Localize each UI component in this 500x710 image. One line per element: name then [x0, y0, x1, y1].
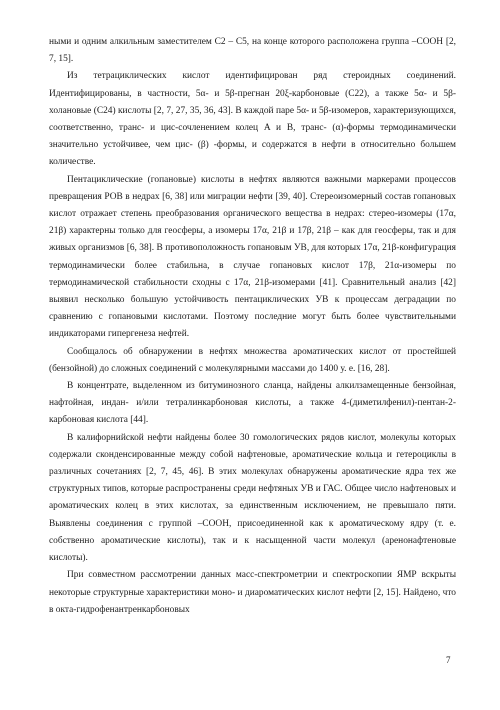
paragraph: Из тетрациклических кислот идентифицирован ряд стероидных соединений. Идентифицированы, в частности, 5α- и 5β-прегнан 20ξ-карбоновые (C22), а также 5α- и 5β-холановые (C24) кислоты [2, 7, 27, 35, 36, 43]. В каждой паре 5α- и 5β-изомеров, характеризующихся, соответственно, транс- и цис-сочленением колец A и B, транс- (α)-формы термодинамически значительно устойчивее, чем цис- (β) -формы, и содержатся в нефти в относительно большем количестве. — [49, 71, 456, 168]
paragraph: Сообщалось об обнаружении в нефтях множества ароматических кислот от простейшей (бензойной) до сложных соединений с молекулярными массами до 1400 у. е. [16, 28]. — [49, 346, 456, 374]
paragraph: При совместном рассмотрении данных масс-спектрометрии и спектроскопии ЯМР вскрыты некоторые структурные характеристики моно- и диароматических кислот нефти [2, 15]. Найдено, что в окта-гидрофенантренкарбоновых — [49, 570, 456, 615]
paragraph: В калифорнийской нефти найдены более 30 гомологических рядов кислот, молекулы которых содержали сконденсированные между собой нафтеновые, ароматические кольца и гетероциклы в различных сочетаниях [2, 7, 45, 46]. В этих молекулах обнаружены ароматические ядра тех же структурных типов, которые распространены среди нефтяных УВ и ГАС. Общее число нафтеновых и ароматических колец в этих кислотах, за единственным исключением, не превышало пяти. Выявлены соединения с группой –COOH, присоединенной как к ароматическому ядру (т. е. собственно ароматические кислоты), так и к насыщенной части молекул (аренонафтеновые кислоты). — [49, 432, 456, 564]
page-number: 7 — [446, 655, 451, 665]
paragraph: ными и одним алкильным заместителем C2 – C5, на конце которого расположена группа –COOH [2, 7, 15]. — [49, 37, 456, 65]
paragraph: В концентрате, выделенном из битуминозного сланца, найдены алкилзамещенные бензойная, нафтойная, индан- и/или тетралинкарбоновая кислоты, а также 4-(диметилфенил)-пентан-2-карбоновая кислота [44]. — [49, 381, 456, 426]
paragraph: Пентациклические (гопановые) кислоты в нефтях являются важными маркерами процессов превращения РОВ в недрах [6, 38] или миграции нефти [39, 40]. Стереоизомерный состав гопановых кислот отражает степень преобразования органического вещества в недрах: стерео-изомеры (17α, 21β) характерны только для геосферы, а изомеры 17α, 21β и 17β, 21β – как для геосферы, так и для живых организмов [6, 38]. В противоположность гопановым УВ, для которых 17α, 21β-конфигурация термодинамически более стабильна, в случае гопановых кислот 17β, 21α-изомеры по термодинамической стабильности сходны с 17α, 21β-изомерами [41]. Сравнительный анализ [42] выявил несколько большую устойчивость пентациклических УВ к процессам деградации по сравнению с гопановыми кислотами. Поэтому последние могут быть более чувствительными индикаторами гипергенеза нефтей. — [49, 174, 456, 340]
body-text — [49, 34, 456, 619]
